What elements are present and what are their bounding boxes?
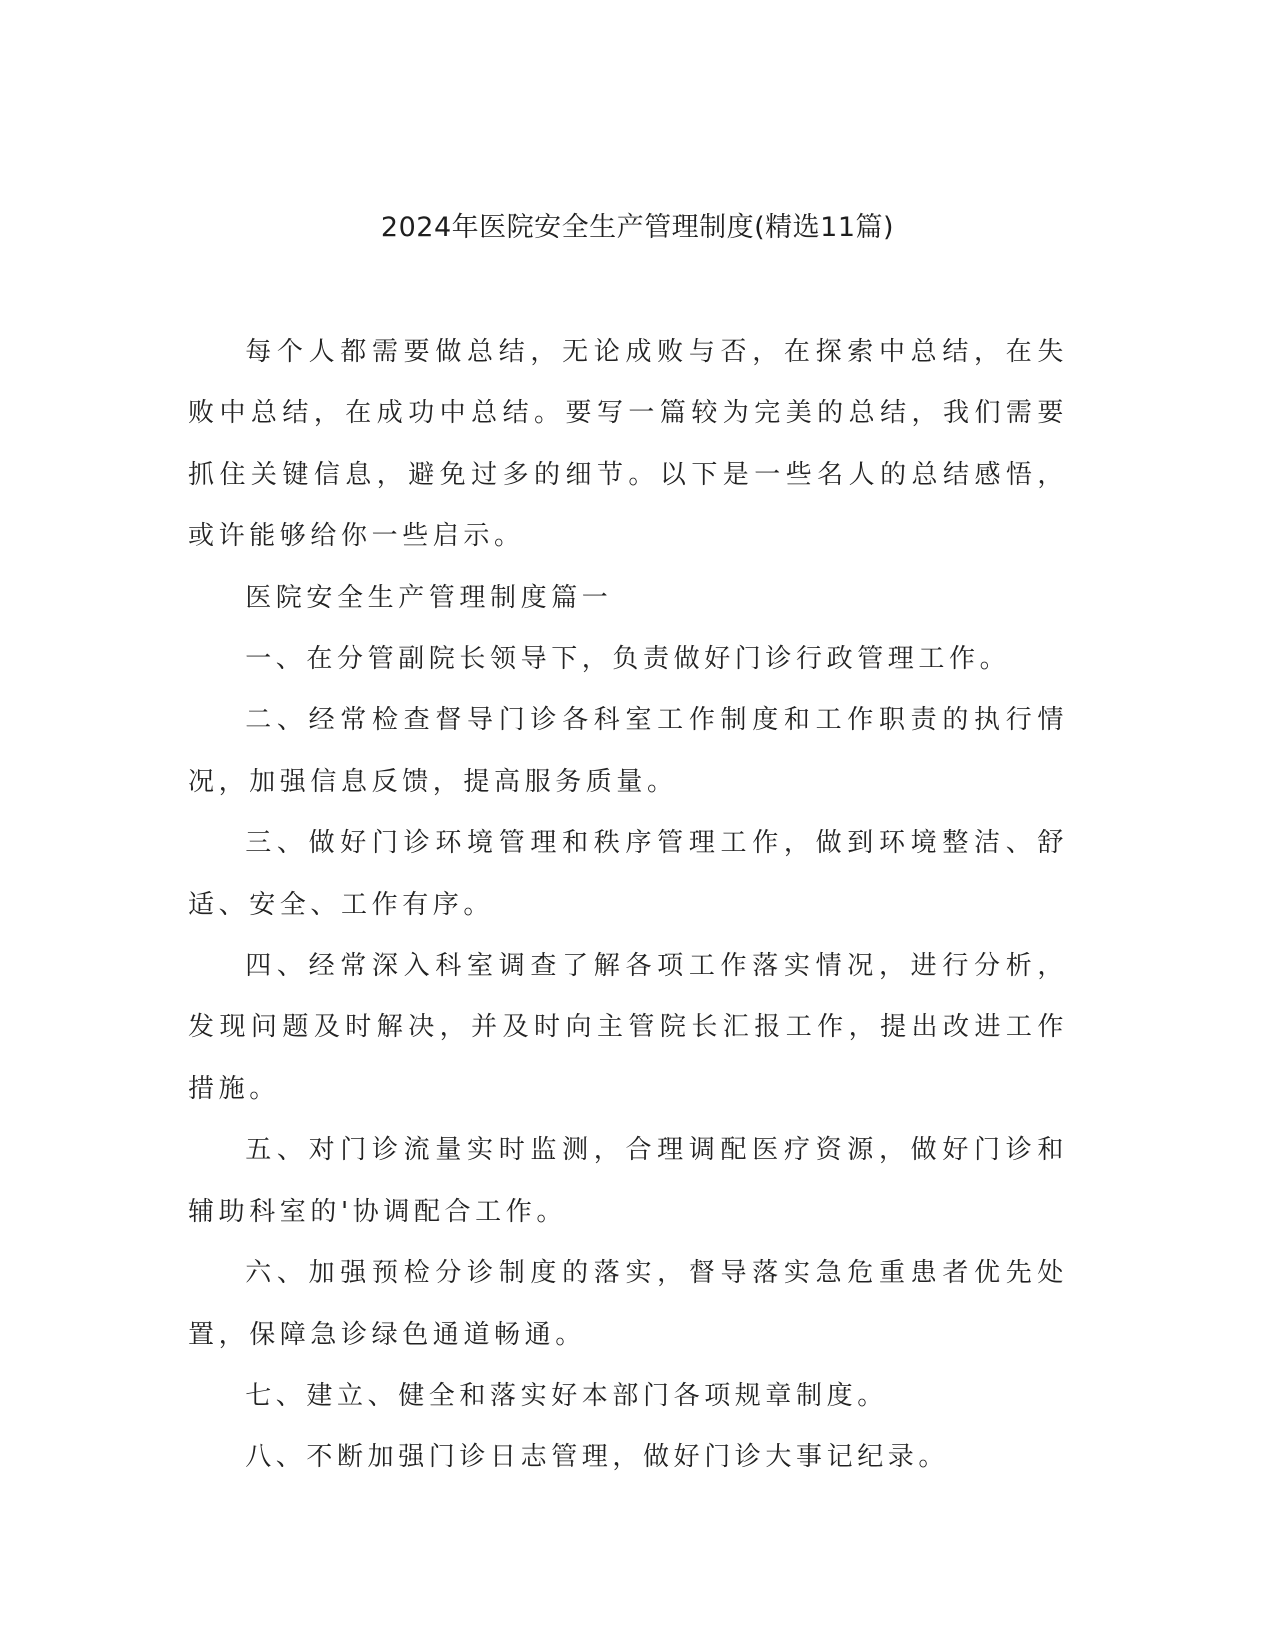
- document-title: 2024年医院安全生产管理制度(精选11篇): [380, 212, 895, 243]
- list-item: 三、做好门诊环境管理和秩序管理工作，做到环境整洁、舒适、安全、工作有序。: [188, 828, 1068, 920]
- list-item: 一、在分管副院长领导下，负责做好门诊行政管理工作。: [245, 644, 1011, 675]
- list-item: 七、建立、健全和落实好本部门各项规章制度。: [245, 1380, 888, 1411]
- section-heading: 医院安全生产管理制度篇一: [245, 582, 613, 613]
- document-body: [188, 322, 1068, 1489]
- list-item: 二、经常检查督导门诊各科室工作制度和工作职责的执行情况，加强信息反馈，提高服务质量。: [188, 705, 1068, 797]
- list-item: 六、加强预检分诊制度的落实，督导落实急危重患者优先处置，保障急诊绿色通道畅通。: [188, 1258, 1068, 1350]
- list-item: 五、对门诊流量实时监测，合理调配医疗资源，做好门诊和辅助科室的'协调配合工作。: [188, 1135, 1068, 1227]
- list-item: 八、不断加强门诊日志管理，做好门诊大事记纪录。: [245, 1442, 949, 1473]
- list-item: 四、经常深入科室调查了解各项工作落实情况，进行分析，发现问题及时解决，并及时向主管院长汇报工作，提出改进工作措施。: [188, 951, 1068, 1104]
- intro-paragraph: 每个人都需要做总结，无论成败与否，在探索中总结，在失败中总结，在成功中总结。要写一篇较为完美的总结，我们需要抓住关键信息，避免过多的细节。以下是一些名人的总结感悟，或许能够给你一些启示。: [188, 337, 1068, 552]
